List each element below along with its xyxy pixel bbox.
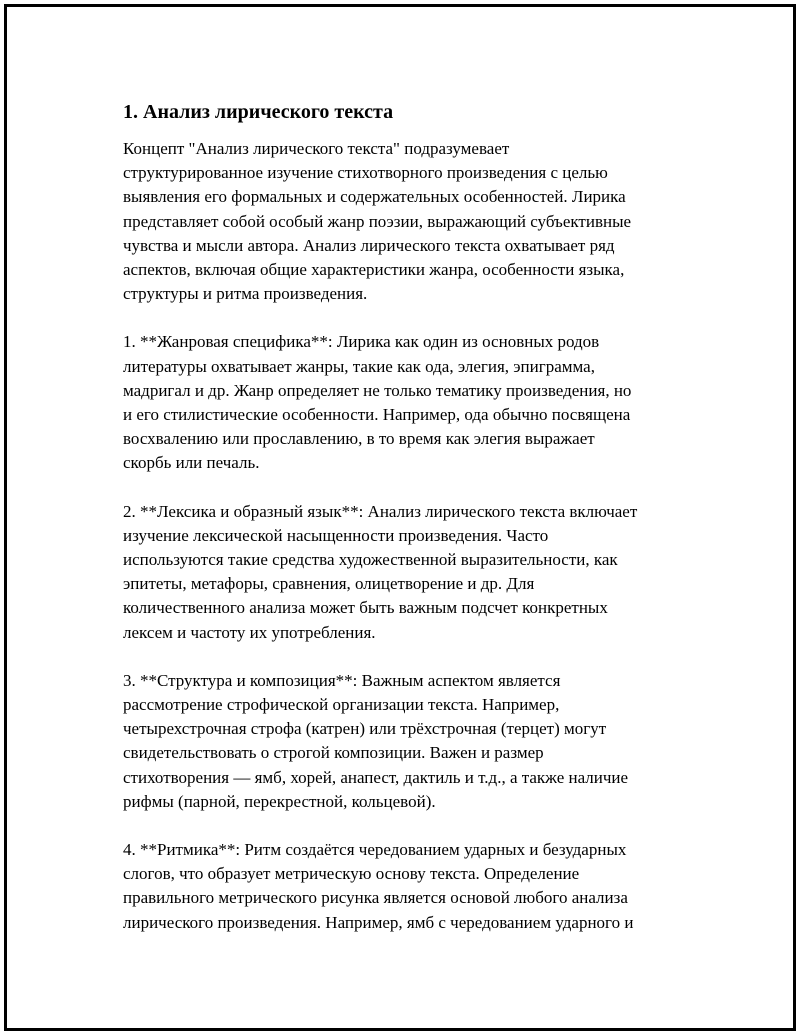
lexicon-paragraph — [120, 500, 690, 645]
structure-paragraph — [120, 669, 690, 814]
paragraph-line: мадригал и др. Жанр определяет не только тематику произведения, но — [123, 380, 632, 400]
paragraph-line: литературы охватывает жанры, такие как ода, элегия, эпиграмма, — [123, 356, 595, 376]
paragraph-line: слогов, что образует метрическую основу текста. Определение — [123, 864, 580, 884]
paragraph-line: изучение лексической насыщенности произведения. Часто — [123, 525, 549, 545]
paragraph-line: восхвалению или прославлению, в то время как элегия выражает — [123, 429, 595, 449]
paragraph-line: скорбь или печаль. — [123, 453, 260, 473]
document-body — [120, 99, 690, 959]
paragraph-line: чувства и мысли автора. Анализ лирического текста охватывает ряд — [123, 235, 615, 255]
paragraph-line: 3. **Структура и композиция**: Важным аспектом является — [123, 670, 561, 690]
paragraph-line: лирического произведения. Например, ямб с чередованием ударного и — [123, 912, 634, 932]
paragraph-line: рассмотрение строфической организации текста. Например, — [123, 695, 560, 715]
paragraph-line: рифмы (парной, перекрестной, кольцевой). — [123, 791, 436, 811]
paragraph-line: стихотворения — ямб, хорей, анапест, дактиль и т.д., а также наличие — [123, 767, 629, 787]
paragraph-line: лексем и частоту их употребления. — [123, 622, 376, 642]
paragraph-line: используются такие средства художественной выразительности, как — [123, 550, 618, 570]
paragraph-line: 4. **Ритмика**: Ритм создаётся чередованием ударных и безударных — [123, 840, 627, 860]
paragraph-line: аспектов, включая общие характеристики жанра, особенности языка, — [123, 260, 625, 280]
paragraph-line: Концепт "Анализ лирического текста" подразумевает — [123, 139, 510, 158]
genre-paragraph — [120, 330, 690, 475]
rhythm-paragraph — [120, 838, 690, 935]
paragraph-line: выявления его формальных и содержательных особенностей. Лирика — [123, 187, 626, 207]
paragraph-line: представляет собой особый жанр поэзии, выражающий субъективные — [123, 211, 632, 231]
paragraph-line: 1. **Жанровая специфика**: Лирика как один из основных родов — [123, 332, 600, 352]
paragraph-line: правильного метрического рисунка является основой любого анализа — [123, 888, 628, 908]
paragraph-line: 2. **Лексика и образный язык**: Анализ лирического текста включает — [123, 501, 638, 521]
page-frame — [4, 4, 796, 1031]
paragraph-line: и его стилистические особенности. Например, ода обычно посвящена — [123, 405, 631, 425]
document-title: 1. Анализ лирического текста — [123, 101, 394, 123]
paragraph-line: структурированное изучение стихотворного произведения с целью — [123, 163, 608, 183]
paragraph-line: свидетельствовать о строгой композиции. Важен и размер — [123, 743, 544, 763]
paragraph-line: четырехстрочная строфа (катрен) или трёхстрочная (терцет) могут — [123, 719, 607, 739]
paragraph-line: структуры и ритма произведения. — [123, 284, 368, 304]
paragraph-line: количественного анализа может быть важным подсчет конкретных — [123, 598, 608, 618]
paragraph-line: эпитеты, метафоры, сравнения, олицетворение и др. Для — [123, 574, 535, 594]
intro-paragraph — [120, 137, 690, 306]
